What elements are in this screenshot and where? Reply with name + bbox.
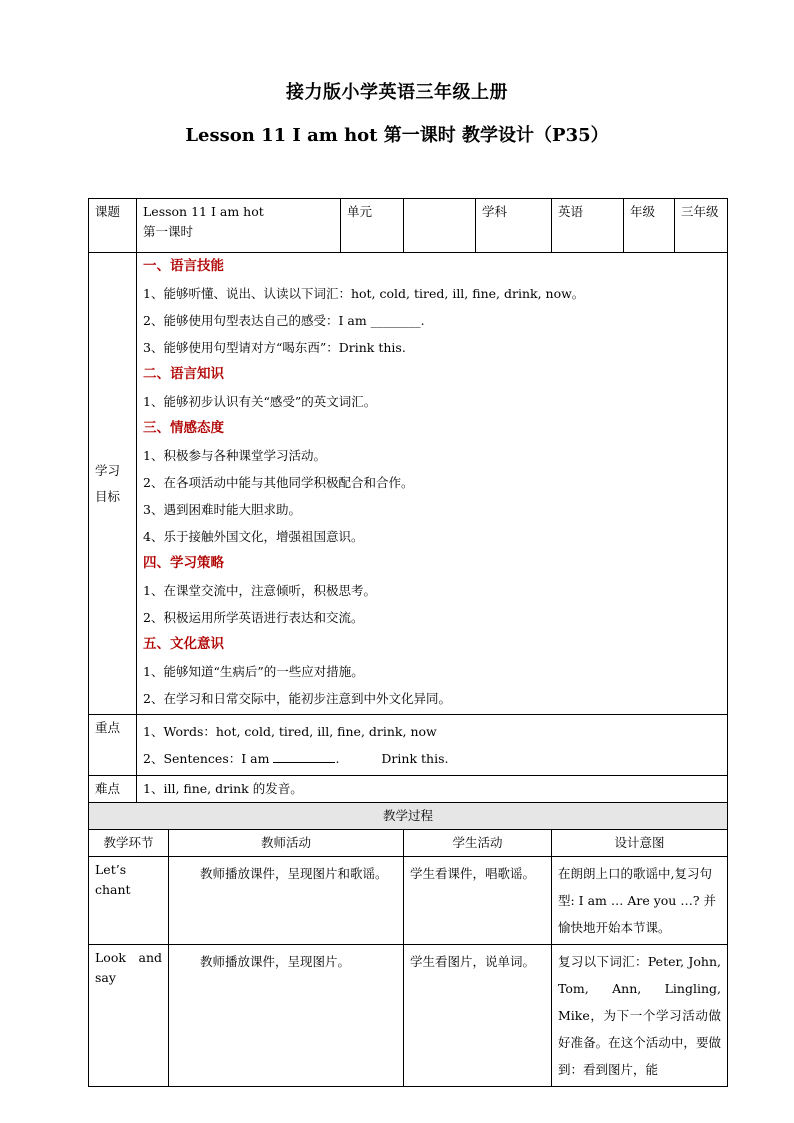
process-row — [89, 945, 728, 1087]
document-title: 接力版小学英语三年级上册 — [286, 82, 508, 103]
difficulty-row — [89, 776, 728, 803]
objective-item: 1、能够听懂、说出、认读以下词汇：hot, cold, tired, ill, fine, drink, now。 — [143, 286, 585, 301]
objective-item: 3、能够使用句型请对方“喝东西”：Drink this. — [143, 340, 406, 355]
grade-label: 年级 — [624, 199, 675, 253]
subject-value: 英语 — [552, 199, 624, 253]
objective-item: 1、能够初步认识有关“感受”的英文词汇。 — [143, 394, 377, 409]
objectives-label-line1: 学习 — [95, 462, 121, 478]
key-sentences-prefix: 2、Sentences：I am — [143, 751, 270, 766]
key-points-content — [137, 715, 728, 776]
objective-item: 1、在课堂交流中，注意倾听，积极思考。 — [143, 583, 376, 598]
difficulty-content: 1、ill, fine, drink 的发音。 — [137, 776, 728, 803]
key-sentences — [143, 745, 721, 772]
key-sentences-suffix: . — [335, 751, 340, 766]
teacher-activity: 教师播放课件，呈现图片和歌谣。 — [169, 857, 404, 945]
objective-item: 3、遇到困难时能大胆求助。 — [143, 502, 301, 517]
objective-item: 2、在各项活动中能与其他同学积极配合和合作。 — [143, 475, 414, 490]
unit-value — [404, 199, 476, 253]
grade-value: 三年级 — [675, 199, 728, 253]
blank-line — [273, 750, 335, 763]
section-heading: 一、语言技能 — [143, 258, 224, 274]
objectives-content — [137, 253, 728, 715]
objectives-label — [89, 253, 137, 715]
subject-label: 学科 — [476, 199, 552, 253]
column-header: 学生活动 — [404, 830, 552, 857]
key-points-row — [89, 715, 728, 776]
section-heading: 二、语言知识 — [143, 366, 224, 382]
process-title: 教学过程 — [89, 803, 728, 830]
student-activity: 学生看图片，说单词。 — [404, 945, 552, 1087]
objective-item: 1、积极参与各种课堂学习活动。 — [143, 448, 326, 463]
column-header: 设计意图 — [552, 830, 728, 857]
topic-label: 课题 — [89, 199, 137, 253]
objective-item: 2、能够使用句型表达自己的感受：I am ________. — [143, 313, 425, 328]
info-row — [89, 199, 728, 253]
document-subtitle: Lesson 11 I am hot 第一课时 教学设计（P35） — [185, 125, 609, 146]
stage-cell: Let’s chant — [89, 857, 169, 945]
process-header-row — [89, 830, 728, 857]
objectives-label-line2: 目标 — [95, 488, 121, 504]
teacher-activity: 教师播放课件，呈现图片。 — [169, 945, 404, 1087]
process-row — [89, 857, 728, 945]
design-intent: 复习以下词汇：Peter, John, Tom, Ann, Lingling, Mike，为下一个学习活动做好准备。在这个活动中，要做到：看到图片，能 — [552, 945, 728, 1087]
column-header: 教师活动 — [169, 830, 404, 857]
process-title-row — [89, 803, 728, 830]
objective-item: 1、能够知道“生病后”的一些应对措施。 — [143, 664, 364, 679]
key-sentences-second: Drink this. — [381, 751, 449, 766]
lesson-plan-table — [88, 198, 728, 1087]
section-heading: 三、情感态度 — [143, 420, 224, 436]
design-intent: 在朗朗上口的歌谣中,复习句型: I am … Are you …? 并愉快地开始本节课。 — [552, 857, 728, 945]
topic-value-line2: 第一课时 — [143, 224, 194, 239]
topic-value-line1: Lesson 11 I am hot — [143, 204, 264, 219]
objectives-row — [89, 253, 728, 715]
student-activity: 学生看课件，唱歌谣。 — [404, 857, 552, 945]
objective-item: 2、在学习和日常交际中，能初步注意到中外文化异同。 — [143, 691, 451, 706]
key-points-label: 重点 — [89, 715, 137, 776]
objective-item: 2、积极运用所学英语进行表达和交流。 — [143, 610, 364, 625]
difficulty-label: 难点 — [89, 776, 137, 803]
section-heading: 四、学习策略 — [143, 555, 224, 571]
topic-value — [137, 199, 341, 253]
stage-cell: Look and say — [89, 945, 169, 1087]
objective-item: 4、乐于接触外国文化，增强祖国意识。 — [143, 529, 364, 544]
section-heading: 五、文化意识 — [143, 636, 224, 652]
unit-label: 单元 — [341, 199, 404, 253]
column-header: 教学环节 — [89, 830, 169, 857]
key-words: 1、Words：hot, cold, tired, ill, fine, drink, now — [143, 724, 437, 739]
